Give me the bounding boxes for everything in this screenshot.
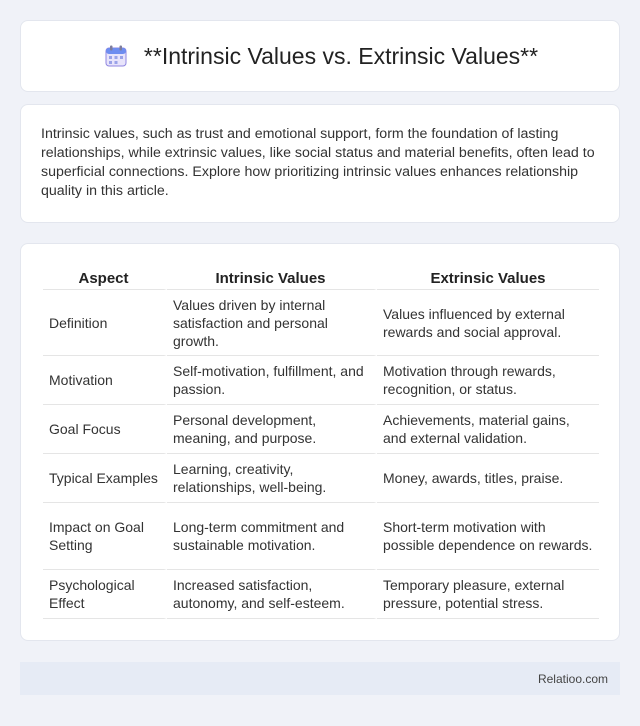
title-card (20, 20, 620, 92)
title-row (102, 42, 538, 70)
comparison-card (20, 243, 620, 641)
row-intrinsic: Long-term commitment and sustainable motivation. (167, 503, 377, 570)
row-extrinsic: Money, awards, titles, praise. (377, 454, 599, 503)
page-title: **Intrinsic Values vs. Extrinsic Values** (143, 42, 539, 69)
row-aspect: Definition (43, 290, 167, 356)
row-aspect: Impact on Goal Setting (43, 503, 167, 570)
row-intrinsic: Personal development, meaning, and purpose. (167, 405, 377, 454)
row-aspect: Typical Examples (43, 454, 167, 503)
table-row (43, 290, 599, 356)
row-extrinsic: Temporary pleasure, external pressure, potential stress. (377, 570, 599, 619)
table-row (43, 454, 599, 503)
comparison-table (43, 264, 599, 619)
footer-brand: Relatioo.com (537, 671, 608, 686)
table-header-row (43, 264, 599, 290)
row-intrinsic: Self-motivation, fulfillment, and passion. (167, 356, 377, 405)
table-row (43, 405, 599, 454)
row-aspect: Motivation (43, 356, 167, 405)
header-intrinsic: Intrinsic Values (167, 264, 377, 290)
row-aspect: Goal Focus (43, 405, 167, 454)
row-intrinsic: Learning, creativity, relationships, well-being. (167, 454, 377, 503)
header-aspect: Aspect (43, 264, 167, 290)
table-row (43, 356, 599, 405)
table-row (43, 570, 599, 619)
row-extrinsic: Short-term motivation with possible dependence on rewards. (377, 503, 599, 570)
row-extrinsic: Achievements, material gains, and external validation. (377, 405, 599, 454)
intro-paragraph: Intrinsic values, such as trust and emotional support, form the foundation of lasting relationships, while extrinsic values, like social status and material benefits, often lead to superficial connections. Explore how prioritizing intrinsic values enhances relationship quality in this article. (41, 126, 595, 199)
footer (20, 662, 620, 695)
header-extrinsic: Extrinsic Values (377, 264, 599, 290)
row-extrinsic: Values influenced by external rewards and social approval. (377, 290, 599, 356)
intro-card (20, 104, 620, 223)
row-intrinsic: Values driven by internal satisfaction and personal growth. (167, 290, 377, 356)
row-aspect: Psychological Effect (43, 570, 167, 619)
calendar-icon (102, 42, 130, 70)
row-intrinsic: Increased satisfaction, autonomy, and self-esteem. (167, 570, 377, 619)
row-extrinsic: Motivation through rewards, recognition, or status. (377, 356, 599, 405)
table-row (43, 503, 599, 570)
